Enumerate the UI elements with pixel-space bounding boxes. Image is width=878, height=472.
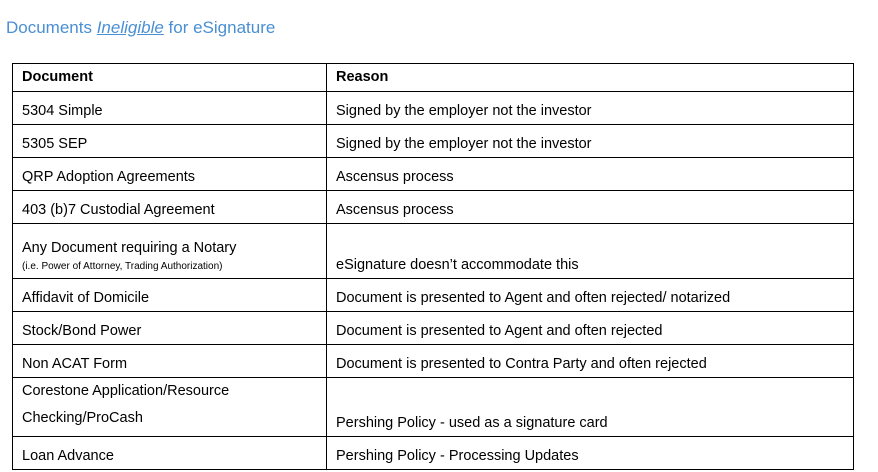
table-row [13,92,854,125]
document-cell: Non ACAT Form [13,345,327,378]
reason-cell: Ascensus process [327,191,854,224]
document-cell: 403 (b)7 Custodial Agreement [13,191,327,224]
table-row [13,158,854,191]
document-cell: 5305 SEP [13,125,327,158]
reason-cell: Document is presented to Agent and often rejected [327,312,854,345]
column-header-document: Document [13,64,327,92]
table-header-row [13,64,854,92]
document-name-line-2: Checking/ProCash [22,410,143,426]
table-row [13,378,854,437]
document-name: Any Document requiring a Notary [22,240,237,256]
document-cell: Loan Advance [13,437,327,470]
document-cell: Affidavit of Domicile [13,279,327,312]
document-cell: QRP Adoption Agreements [13,158,327,191]
document-cell: Stock/Bond Power [13,312,327,345]
reason-cell: Signed by the employer not the investor [327,125,854,158]
title-prefix: Documents [6,18,97,37]
document-name-line-1: Corestone Application/Resource [22,383,230,399]
document-cell: 5304 Simple [13,92,327,125]
reason-cell: Ascensus process [327,158,854,191]
table-row [13,279,854,312]
table-row [13,312,854,345]
title-emphasis: Ineligible [96,18,164,37]
reason-cell: Signed by the employer not the investor [327,92,854,125]
document-cell [13,378,327,437]
table-row [13,224,854,279]
reason-cell: Document is presented to Agent and often rejected/ notarized [327,279,854,312]
page-title [6,18,275,38]
table-row [13,191,854,224]
table-row [13,345,854,378]
reason-cell: Pershing Policy - used as a signature card [327,378,854,437]
reason-cell: eSignature doesn’t accommodate this [327,224,854,279]
column-header-reason: Reason [327,64,854,92]
ineligible-documents-table [12,63,854,470]
document-note: (i.e. Power of Attorney, Trading Authorization) [22,261,223,272]
document-cell [13,224,327,279]
title-suffix: for eSignature [163,18,276,37]
reason-cell: Document is presented to Contra Party and often rejected [327,345,854,378]
reason-cell: Pershing Policy - Processing Updates [327,437,854,470]
table-row [13,125,854,158]
table-row [13,437,854,470]
